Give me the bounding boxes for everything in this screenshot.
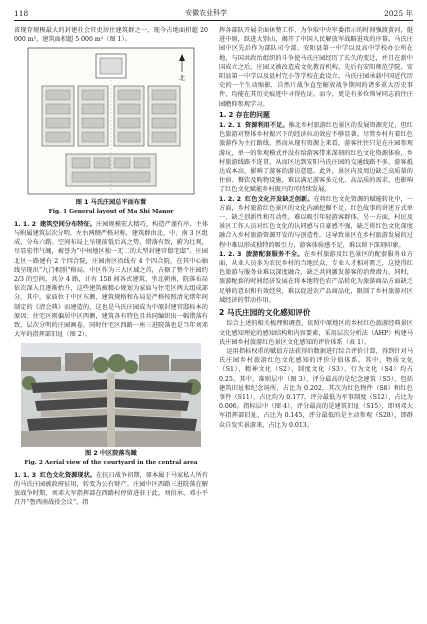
header-rule xyxy=(14,20,413,21)
page-header xyxy=(14,6,413,20)
section-1-2-2-text: 在将红色文化资源的赋能转化中，一方面，乡村旅游红色景区的文化内涵挖掘不足，红色故事的讲述方式单一，缺乏创新性和互动性，难以吸引年轻游客群体。另一方面，村民及景区工作人员对红色文化的认同感与自豪感不强，缺乏将红色文化深度融合入乡村旅游资源开发的与创造性。这导致景区在乡村旅游发展的过程中难以形成独特的吸引力，游客体验感不足，难以留下深刻印象。 xyxy=(219,195,413,249)
section-1-2-heading: 1. 2 存在的问题 xyxy=(219,110,270,119)
section-1-1-2-text: 庄园规模宏大精巧，构造严谨有序，主体与附属建筑层次分明，左右两侧严格对称，建筑群由北、中、南 3 区组成，分布六路。空间布局上呈现前低后高之势，错落有致，蔚为壮观，尽显宏伟气魄，被誉为“中州地区独一无二的大型封建官僚宅邸”。庄园北区一路建有 2 个四合院，庄园南区沿线有 4 个四合院，在其中心轴线呈现出“九门相照”格局。中区作为三大区域之首，占据了整个庄园约 2/3 的空间，共分 4 路，计有 158 间各式建筑，坐北朝南，院落布局依次深入且逐渐抬升，这些建筑被精心规划为家庙与住宅区两大组成部分。其中，家庙位于中区东侧，建筑规格和布局是严格按照清光绪年间制定的《清会典》而建造的，这也是马氏庄园成为中原封建官邸标本的原因；住宅区则偏居中区西侧，建筑各有特色且共同编织出一幅错落有致、层次分明的庄园画卷，同时住宅区西路一座三进院落也是当年刘邓大军的指挥部旧址（图 2）。 xyxy=(14,220,209,339)
section-1-1-3-number: 1. 1. 3 xyxy=(14,471,36,479)
section-1-2-2-lead: 红色文化开发缺乏创新。 xyxy=(245,195,314,203)
section-1-2-2-number: 1. 2. 2 xyxy=(219,195,241,203)
section-1-2-1-number: 1. 2. 1 xyxy=(219,122,241,130)
journal-year: 2025 年 xyxy=(384,8,413,18)
section-1-2-1-text: 推北乡村旅游红色景区的发展资源充足，但红色旅游对整体乡村振兴下的经济拉动效应不够显著。尽管乡村有着红色旅游作为主打路线，然而从现有资源上来看，游客往往只是在庄园参观游玩，单一的参观模式并没有给游客带来深刻的红色文化资源体验，乡村旅游线路不连贯，从而区达到安阳马氏庄园的交通线路不多，游客抵达成本高，影响了游客的游访意愿。此外，景区内及周边缺乏高质量的住宿、餐饮及购物设施，难以满足游客多元化、高品质的需求，也影响了红色文化赋能乡村振兴的可持续发展。 xyxy=(219,122,413,194)
section-1-1-2 xyxy=(14,220,208,340)
left-column xyxy=(14,26,208,508)
section-1-1-3-lead: 红色文化资源现状。 xyxy=(40,471,97,479)
figure-2-caption-en: Fig. 2 Aerial view of the courtyard in the central area xyxy=(24,459,198,466)
figure-1 xyxy=(26,46,196,196)
section-2-paragraph-1: 综合上述的相关梳理和调查，依照中原地区的乡村红色旅游经典景区文化感知理论的感知结构和内容要素，采用层次分析法（AHP）构建马氏庄园乡村旅游红色景区文化感知的评价体系（表 1）。 xyxy=(219,320,413,346)
site-plan-drawing xyxy=(26,46,196,196)
section-1-2-3-text: 在乡村旅游及红色景区的配套服务业方面，从业人员多为农民乡村的当地民众，专业人才相对匮乏，这使得红色旅游与服务业难以深度融合，缺乏共同激发游客的消费潜力。同时，旅游配套的时间经济发展在将本地特色农产品转化为旅游商品方面缺乏足够的意识和有效经营，难以促进农产品商品化，限制了乡村旅游对区域经济的带动作用。 xyxy=(219,250,413,304)
right-column xyxy=(219,26,413,430)
journal-name: 安徽农业科学 xyxy=(185,9,228,17)
section-1-2-3-lead: 旅游配套服务不全。 xyxy=(245,250,304,258)
section-1-1-3 xyxy=(14,471,208,508)
section-2-paragraph-2: 运用指标权重的赋值方法获得的数据进行综合评价计算，得到针对马氏庄园乡村旅游红色文化感知的评价分值体系，其中，物质文化（S1）、精神文化（S2）、制度文化（S3）、行为文化（S4）均占 0.25。其中，准则层中（图 3），评分最高的是纪念建筑（S5），包括建筑旧址和纪念场所，占比为 0.202，其次为红色物件（S8）和红色事件（S11），占比均为 0.177，评分最低为军事制度（S12），占比为 0.006。指标层中（图 4），评分最高的是建筑旧址（S15），即刘邓大军指挥部旧址，占比为 0.145，评分最低的是主动参观（S28），即群众自发实景游来，占比为 0.013。 xyxy=(219,347,413,429)
section-2-heading: 2 马氏庄园的文化感知评价 xyxy=(219,308,311,318)
intro-paragraph: 省现存规模最大的封建社会官吏居住建筑群之一，现今占地面积超 20 000 m²，建筑面积超 5 000 m²（图 1）。 xyxy=(14,27,208,44)
compass-north-label: 北 xyxy=(178,75,186,83)
section-1-1-2-number: 1. 1. 2 xyxy=(14,220,36,228)
figure-1-caption-cn: 图 1 马氏庄园总平面布置 xyxy=(75,199,147,207)
section-1-2-2 xyxy=(219,195,413,250)
section-1-1-3-text: 在抗日战争初期，原本属于马家私人所有的马氏庄园被政府征用，转变为公有财产。庄园中区西路三进院落在解放战争时期，刘邓大军指挥部在西路村停留进驻于此，刘伯承、邓小平召开“鲁西南战役会议”，指 xyxy=(14,471,209,507)
figure-1-caption-en: Fig. 1 General layout of Ma Shi Manor xyxy=(48,208,174,215)
section-1-2-3 xyxy=(219,250,413,305)
section-1-2-1-lead: 资源利用不足。 xyxy=(245,122,289,130)
section-1-1-2-lead: 建筑空间分布特征。 xyxy=(40,220,97,228)
page-number: 118 xyxy=(14,8,29,18)
figure-2-caption-cn: 图 2 中区院落鸟瞰 xyxy=(85,450,137,458)
figure-2 xyxy=(21,343,201,447)
aerial-photo xyxy=(21,343,201,447)
continued-paragraph: 挥各部队开展全面休整工作，为争取中央军委指示的时间强渡黄河，挺进中原，跃进大别山，揭开了中国人民解放军战略进攻的序幕。马氏庄园中区先后作为部队司令部、安阳县第一中学以及高中学校办公所在地，与国共政治组织的斗争使马氏庄园经历了长久的变迁，并且在新中国成立之后，庄园又被改造成文化教育机构，先后有安阳师范学院、安阳县第一中学以及县村完小等学校在此设立。马氏庄园承载中国近代历史的一个生动缩影，自然片战争直至解放战争期间的诸多重大历史事件，均能在其历史痕迹中寻得佐证。而今，更是有多位领导同志前往庄园瞻仰参观学习。 xyxy=(219,27,413,108)
section-1-2-1 xyxy=(219,121,413,195)
section-1-2-3-number: 1. 2. 3 xyxy=(219,250,242,258)
